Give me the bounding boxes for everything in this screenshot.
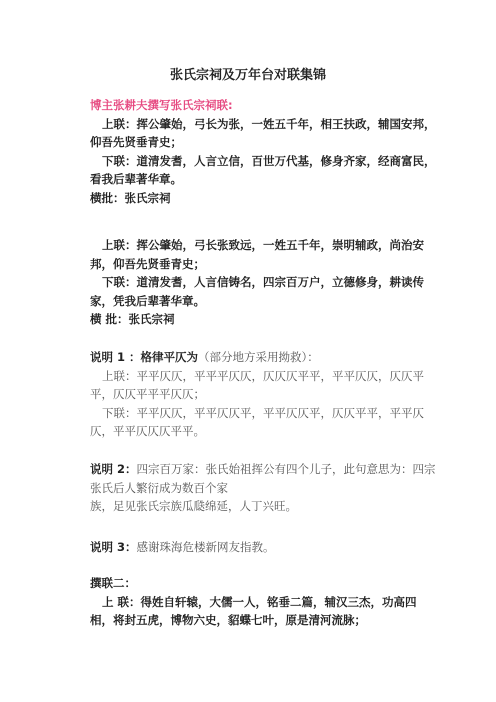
set1-upper-couplet: 上联：挥公肇始，弓长为张，一姓五千年，相王扶政，辅国安邦，仰吾先贤垂青史； [90, 116, 436, 149]
set2-lower-couplet: 下联：道清发耆，人言信铸名，四宗百万户，立德修身，耕读传家，凭我后辈著华章。 [90, 275, 424, 308]
note3-paragraph [90, 538, 436, 557]
section-note1 [90, 348, 436, 441]
section-set3 [90, 574, 436, 630]
section-note2 [90, 460, 436, 516]
note1-label-extra: （部分地方采用拗救）： [198, 350, 319, 364]
note1-label: 说明 1 ：格律平仄为 [90, 350, 199, 364]
note1-upper-tones: 上联：平平仄仄，平平平仄仄，仄仄仄平平，平平仄仄，仄仄平平，仄仄平平平仄仄； [90, 368, 424, 401]
note2-text-b: 族，足见张氏宗族瓜瓞绵延，人丁兴旺。 [90, 499, 297, 513]
page-title: 张氏宗祠及万年台对联集锦 [169, 68, 326, 83]
note2-paragraph [90, 460, 436, 497]
set3-upper-couplet: 上 联：得姓自轩辕，大儒一人，铭垂二篇，辅汉三杰，功高四相，将封五虎，博物六史，貂蝶七叶，原是清河流脉； [90, 594, 417, 627]
set2-horizontal-scroll: 横 批：张氏宗祠 [90, 312, 175, 326]
note3-text: 感谢珠海危楼新网友指教。 [136, 540, 275, 554]
note2-text-a: 四宗百万家：张氏始祖挥公有四个儿子，此句意思为：四宗张氏后人繁衍成为数百个家 [90, 462, 436, 495]
intro-heading: 博主张耕夫撰写张氏宗祠联: [90, 98, 233, 112]
set1-horizontal-scroll: 横批：张氏宗祠 [90, 190, 171, 205]
note1-heading [90, 348, 436, 367]
set1-lower-couplet: 下联：道清发耆，人言立信，百世万代基，修身齐家，经商富民，看我后辈著华章。 [90, 153, 436, 186]
section-set1 [90, 96, 436, 207]
note3-label: 说明 3： [90, 540, 137, 554]
set2-upper-couplet: 上联：挥公肇始，弓长张致远，一姓五千年，崇明辅政，尚治安邦，仰吾先贤垂青史； [90, 238, 424, 271]
section-note3 [90, 538, 436, 557]
section-set2 [90, 236, 436, 329]
note2-label: 说明 2： [90, 462, 137, 476]
note1-lower-tones: 下联：平平仄仄，平平仄仄平，平平仄仄平，仄仄平平，平平仄仄，平平仄仄仄平平。 [90, 405, 424, 438]
set3-heading: 撰联二： [90, 576, 136, 590]
